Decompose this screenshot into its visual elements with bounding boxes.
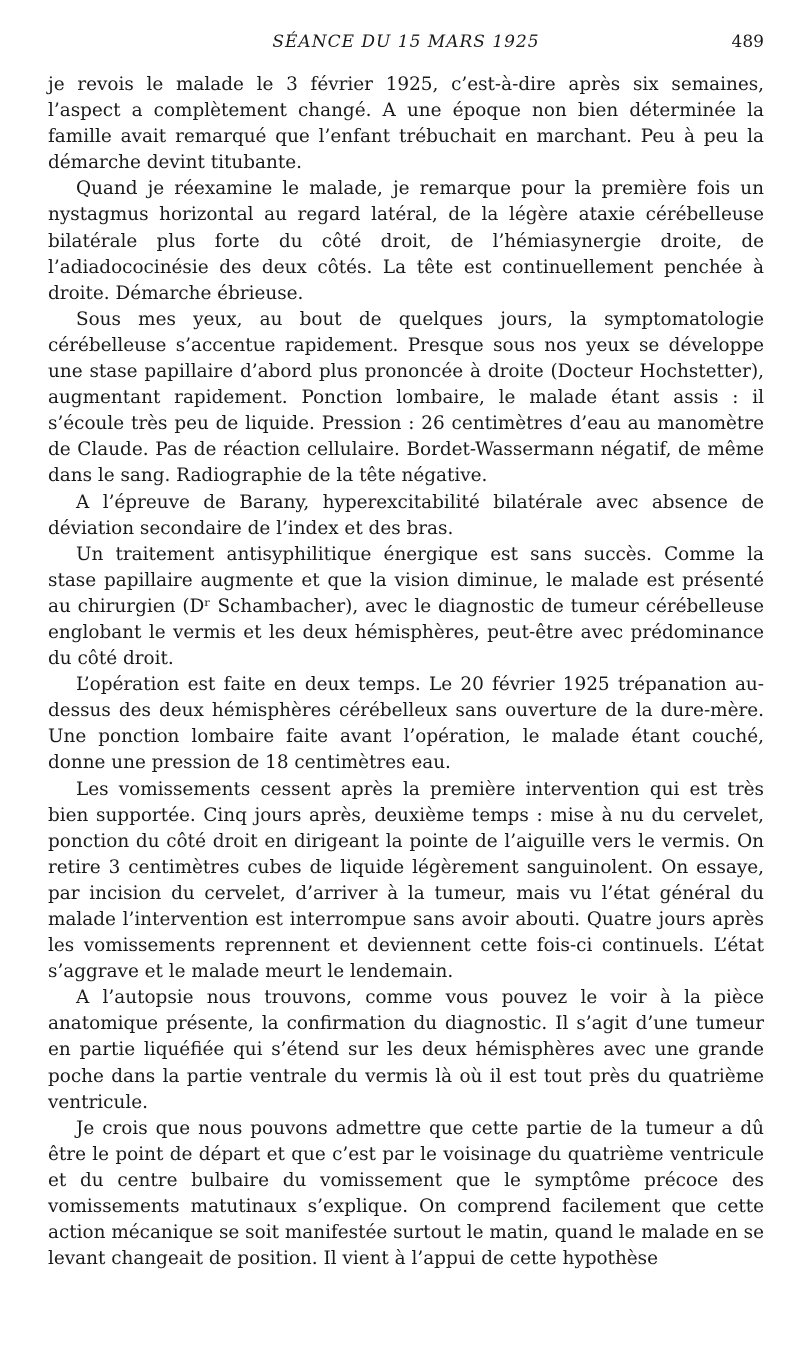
paragraph-4: A l’épreuve de Barany, hyperexcitabilité bilatérale avec absence de déviation secondaire de l’index et des bras.: [48, 491, 764, 539]
body-text: [48, 72, 764, 1272]
paragraph-1: je revois le malade le 3 février 1925, c’est-à-dire après six semaines, l’aspect a complètement changé. A une époque non bien déterminée la famille avait remarqué que l’enfant trébuchait en marchant. Peu à peu la démarche devint titubante.: [48, 74, 764, 174]
running-head: SÉANCE DU 15 MARS 1925: [272, 32, 540, 52]
paragraph-7: Les vomissements cessent après la première intervention qui est très bien supportée. Cinq jours après, deuxième temps : mise à nu du cervelet, ponction du côté droit en dirigeant la pointe de l’aiguille vers le vermis. On retire 3 centimètres cubes de liquide légèrement sanguinolent. On essaye, par incision du cervelet, d’arriver à la tumeur, mais vu l’état général du malade l’intervention est interrompue sans avoir abouti. Quatre jours après les vomissements reprennent et deviennent cette fois-ci continuels. L’état s’aggrave et le malade meurt le lendemain.: [48, 778, 764, 983]
paragraph-6: L’opération est faite en deux temps. Le 20 février 1925 trépanation au-dessus des deux hémisphères cérébelleux sans ouverture de la dure-mère. Une ponction lombaire faite avant l’opération, le malade étant couché, donne une pression de 18 centimètres eau.: [48, 674, 764, 774]
paragraph-3: Sous mes yeux, au bout de quelques jours, la symptomatologie cérébelleuse s’accentue rapidement. Presque sous nos yeux se développe une stase papillaire d’abord plus prononcée à droite (Docteur Hochstetter), augmentant rapidement. Ponction lombaire, le malade étant assis : il s’écoule très peu de liquide. Pression : 26 centimètres d’eau au manomètre de Claude. Pas de réaction cellulaire. Bordet-Wassermann négatif, de même dans le sang. Radiographie de la tête négative.: [48, 308, 764, 487]
paragraph-2: Quand je réexamine le malade, je remarque pour la première fois un nystagmus horizontal au regard latéral, de la légère ataxie cérébelleuse bilatérale plus forte du côté droit, de l’hémiasynergie droite, de l’adiadococinésie des deux côtés. La tête est continuellement penchée à droite. Démarche ébrieuse.: [48, 178, 764, 304]
page-header: [48, 30, 764, 58]
page-number: 489: [731, 32, 764, 52]
paragraph-5: Un traitement antisyphilitique énergique est sans succès. Comme la stase papillaire augmente et que la vision diminue, le malade est présenté au chirurgien (Dʳ Schambacher), avec le diagnostic de tumeur cérébelleuse englobant le vermis et les deux hémisphères, peut-être avec prédominance du côté droit.: [48, 543, 764, 670]
paragraph-8: A l’autopsie nous trouvons, comme vous pouvez le voir à la pièce anatomique présente, la confirmation du diagnostic. Il s’agit d’une tumeur en partie liquéfiée qui s’étend sur les deux hémisphères avec une grande poche dans la partie ventrale du vermis là où il est tout près du quatrième ventricule.: [48, 987, 764, 1113]
paragraph-9: Je crois que nous pouvons admettre que cette partie de la tumeur a dû être le point de départ et que c’est par le voisinage du quatrième ventricule et du centre bulbaire du vomissement que le symptôme précoce des vomissements matutinaux s’explique. On comprend facilement que cette action mécanique se soit manifestée surtout le matin, quand le malade en se levant changeait de position. Il vient à l’appui de cette hypothèse: [48, 1117, 764, 1270]
